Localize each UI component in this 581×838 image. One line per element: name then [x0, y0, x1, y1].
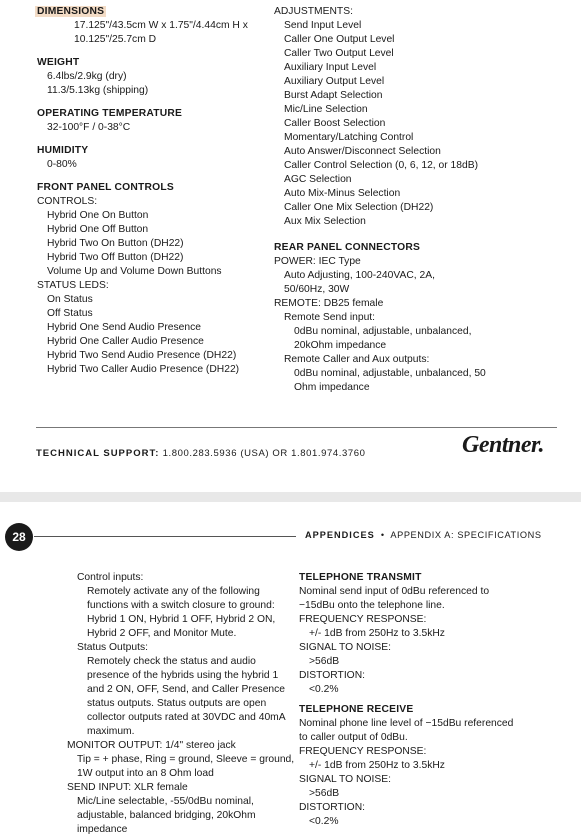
receive-frequency-value: +/- 1dB from 250Hz to 3.5kHz: [309, 760, 445, 771]
header-subsection: APPENDIX A: SPECIFICATIONS: [390, 530, 542, 540]
control-item: Hybrid One On Button: [47, 210, 149, 221]
transmit-snr-label: SIGNAL TO NOISE:: [299, 642, 391, 653]
control-item: Volume Up and Volume Down Buttons: [47, 266, 222, 277]
humidity-heading: HUMIDITY: [37, 145, 89, 156]
transmit-frequency-label: FREQUENCY RESPONSE:: [299, 614, 427, 625]
receive-detail: Nominal phone line level of −15dBu referenced: [299, 718, 514, 729]
status-outputs-label: Status Outputs:: [77, 642, 148, 653]
control-inputs-detail: Hybrid 2 OFF, and Monitor Mute.: [87, 628, 237, 639]
dimensions-line: 10.125"/25.7cm D: [74, 34, 157, 45]
remote-caller-label: Remote Caller and Aux outputs:: [284, 354, 430, 365]
controls-label: CONTROLS:: [37, 196, 98, 207]
control-item: Hybrid One Off Button: [47, 224, 149, 235]
send-input-detail: adjustable, balanced bridging, 20kOhm: [77, 810, 256, 821]
receive-distortion-label: DISTORTION:: [299, 802, 365, 813]
header-bullet: •: [380, 530, 385, 540]
transmit-distortion-value: <0.2%: [309, 684, 339, 695]
adjustment-item: Mic/Line Selection: [284, 104, 368, 115]
led-item: Hybrid Two Send Audio Presence (DH22): [47, 350, 237, 361]
adjustment-item: Caller One Mix Selection (DH22): [284, 202, 434, 213]
remote-send-detail: 0dBu nominal, adjustable, unbalanced,: [294, 326, 472, 337]
send-input-line: SEND INPUT: XLR female: [67, 782, 188, 793]
telephone-transmit-heading: TELEPHONE TRANSMIT: [299, 572, 422, 583]
adjustment-item: Caller Boost Selection: [284, 118, 386, 129]
temperature-line: 32-100°F / 0-38°C: [47, 122, 131, 133]
header-section: APPENDICES: [305, 530, 375, 540]
remote-send-label: Remote Send input:: [284, 312, 376, 323]
adjustment-item: AGC Selection: [284, 174, 352, 185]
adjustment-item: Caller Control Selection (0, 6, 12, or 18dB): [284, 160, 479, 171]
receive-distortion-value: <0.2%: [309, 816, 339, 827]
weight-line: 6.4lbs/2.9kg (dry): [47, 71, 127, 82]
control-inputs-label: Control inputs:: [77, 572, 144, 583]
led-item: Off Status: [47, 308, 93, 319]
dimensions-line: 17.125"/43.5cm W x 1.75"/4.44cm H x: [74, 20, 248, 31]
send-input-detail: Mic/Line selectable, -55/0dBu nominal,: [77, 796, 254, 807]
monitor-output-detail: 1W output into an 8 Ohm load: [77, 768, 214, 779]
weight-heading: WEIGHT: [37, 57, 80, 68]
control-inputs-detail: functions with a switch closure to ground:: [87, 600, 275, 611]
remote-send-detail: 20kOhm impedance: [294, 340, 387, 351]
front-panel-heading: FRONT PANEL CONTROLS: [37, 182, 174, 193]
adjustment-item: Aux Mix Selection: [284, 216, 366, 227]
status-outputs-detail: collector outputs rated at 30VDC and 40mA: [87, 712, 286, 723]
receive-frequency-label: FREQUENCY RESPONSE:: [299, 746, 427, 757]
dimensions-heading: DIMENSIONS: [37, 6, 105, 17]
power-detail: 50/60Hz, 30W: [284, 284, 350, 295]
support-label: TECHNICAL SUPPORT:: [36, 448, 160, 459]
weight-line: 11.3/5.13kg (shipping): [47, 85, 149, 96]
status-outputs-detail: presence of the hybrids using the hybrid 1: [87, 670, 279, 681]
adjustment-item: Auxiliary Output Level: [284, 76, 385, 87]
support-phone-numbers: 1.800.283.5936 (USA) OR 1.801.974.3760: [162, 448, 366, 459]
footer-divider: [36, 427, 557, 428]
adjustment-item: Send Input Level: [284, 20, 362, 31]
adjustment-item: Caller One Output Level: [284, 34, 395, 45]
page2-left-column: [67, 571, 297, 837]
power-detail: Auto Adjusting, 100-240VAC, 2A,: [284, 270, 435, 281]
header-rule: [34, 536, 296, 537]
gentner-logo: Gentner.: [462, 432, 545, 458]
adjustment-item: Momentary/Latching Control: [284, 132, 414, 143]
technical-support-line: [36, 448, 366, 459]
rear-panel-heading: REAR PANEL CONNECTORS: [274, 242, 421, 253]
adjustment-item: Auto Answer/Disconnect Selection: [284, 146, 441, 157]
control-inputs-detail: Hybrid 1 ON, Hybrid 1 OFF, Hybrid 2 ON,: [87, 614, 276, 625]
adjustments-label: ADJUSTMENTS:: [274, 6, 353, 17]
section-header: [305, 530, 542, 540]
status-outputs-detail: status outputs. Status outputs are open: [87, 698, 267, 709]
transmit-distortion-label: DISTORTION:: [299, 670, 365, 681]
transmit-snr-value: >56dB: [309, 656, 340, 667]
transmit-frequency-value: +/- 1dB from 250Hz to 3.5kHz: [309, 628, 445, 639]
temperature-heading: OPERATING TEMPERATURE: [37, 108, 183, 119]
send-input-detail: impedance: [77, 824, 128, 835]
led-item: On Status: [47, 294, 93, 305]
control-inputs-detail: Remotely activate any of the following: [87, 586, 260, 597]
status-outputs-detail: Remotely check the status and audio: [87, 656, 256, 667]
receive-snr-value: >56dB: [309, 788, 340, 799]
control-item: Hybrid Two On Button (DH22): [47, 238, 184, 249]
led-item: Hybrid Two Caller Audio Presence (DH22): [47, 364, 240, 375]
right-spec-column: [274, 5, 574, 395]
receive-detail: to caller output of 0dBu.: [299, 732, 408, 743]
power-line: POWER: IEC Type: [274, 256, 361, 267]
control-item: Hybrid Two Off Button (DH22): [47, 252, 184, 263]
led-item: Hybrid One Caller Audio Presence: [47, 336, 204, 347]
status-outputs-detail: and 2 ON, OFF, Send, and Caller Presence: [87, 684, 286, 695]
adjustment-item: Auxiliary Input Level: [284, 62, 377, 73]
receive-snr-label: SIGNAL TO NOISE:: [299, 774, 391, 785]
remote-line: REMOTE: DB25 female: [274, 298, 384, 309]
transmit-detail: Nominal send input of 0dBu referenced to: [299, 586, 490, 597]
adjustment-item: Burst Adapt Selection: [284, 90, 383, 101]
left-spec-column: [37, 5, 277, 377]
status-leds-label: STATUS LEDS:: [37, 280, 109, 291]
page2-right-column: [299, 571, 575, 829]
led-item: Hybrid One Send Audio Presence: [47, 322, 201, 333]
status-outputs-detail: maximum.: [87, 726, 135, 737]
telephone-receive-heading: TELEPHONE RECEIVE: [299, 704, 414, 715]
adjustment-item: Auto Mix-Minus Selection: [284, 188, 401, 199]
humidity-line: 0-80%: [47, 159, 77, 170]
page-number-badge: 28: [5, 523, 33, 551]
page-separator: [0, 492, 581, 502]
monitor-output-line: MONITOR OUTPUT: 1/4" stereo jack: [67, 740, 236, 751]
monitor-output-detail: Tip = + phase, Ring = ground, Sleeve = ground,: [77, 754, 295, 765]
remote-caller-detail: Ohm impedance: [294, 382, 370, 393]
transmit-detail: −15dBu onto the telephone line.: [299, 600, 445, 611]
adjustment-item: Caller Two Output Level: [284, 48, 394, 59]
remote-caller-detail: 0dBu nominal, adjustable, unbalanced, 50: [294, 368, 486, 379]
